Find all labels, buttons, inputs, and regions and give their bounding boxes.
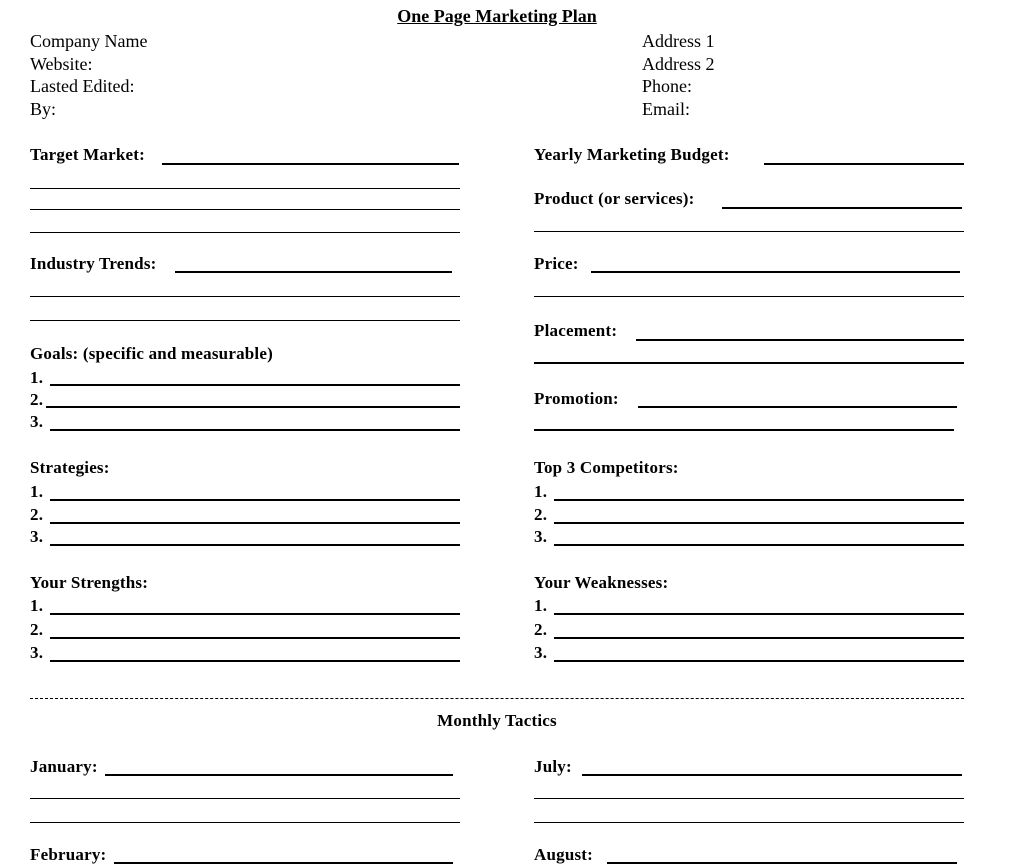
strategies-item-3: 3. [30,527,44,546]
strategies-item-1: 1. [30,482,44,501]
placement-line-2[interactable] [534,362,964,364]
weaknesses-item-3: 3. [534,643,548,662]
monthly-tactics-heading: Monthly Tactics [437,711,557,730]
price-line-2[interactable] [534,296,964,297]
competitors-line-3[interactable] [554,544,964,546]
promotion-label: Promotion: [534,389,619,408]
goals-item-1: 1. [30,368,44,387]
strategies-label: Strategies: [30,458,110,477]
goals-item-3: 3. [30,412,44,431]
target-market-line-4[interactable] [30,232,460,233]
by-label: By: [30,98,57,119]
strategies-line-1[interactable] [50,499,460,501]
competitors-label: Top 3 Competitors: [534,458,679,477]
competitors-line-1[interactable] [554,499,964,501]
january-line[interactable] [105,774,453,776]
target-market-line-2[interactable] [30,188,460,189]
placement-line[interactable] [636,339,964,341]
july-line-2[interactable] [534,798,964,799]
promotion-line-2[interactable] [534,429,954,431]
july-line-3[interactable] [534,822,964,823]
competitors-item-3: 3. [534,527,548,546]
phone-label: Phone: [642,76,693,96]
goals-line-3[interactable] [50,429,460,431]
email-label: Email: [642,98,690,119]
weaknesses-item-1: 1. [534,596,548,615]
january-label: January: [30,757,98,776]
website-label: Website: [30,53,93,74]
january-line-2[interactable] [30,798,460,799]
strengths-item-1: 1. [30,596,44,615]
strengths-line-3[interactable] [50,660,460,662]
strengths-line-2[interactable] [50,637,460,639]
january-line-3[interactable] [30,822,460,823]
promotion-line[interactable] [638,406,957,408]
address-2-label: Address 2 [642,53,715,74]
july-label: July: [534,757,572,776]
goals-line-2[interactable] [46,406,460,408]
competitors-line-2[interactable] [554,522,964,524]
strengths-item-3: 3. [30,643,44,662]
strengths-label: Your Strengths: [30,573,149,592]
goals-item-2: 2. [30,390,44,409]
industry-trends-line[interactable] [175,271,452,273]
budget-label: Yearly Marketing Budget: [534,145,730,164]
august-label: August: [534,845,594,864]
industry-trends-line-2[interactable] [30,296,460,297]
target-market-line[interactable] [162,163,459,165]
strengths-item-2: 2. [30,620,44,639]
february-line[interactable] [114,862,453,864]
weaknesses-label: Your Weaknesses: [534,573,669,592]
strategies-item-2: 2. [30,505,44,524]
product-line-2[interactable] [534,231,964,232]
target-market-line-3[interactable] [30,209,460,210]
competitors-item-2: 2. [534,505,548,524]
july-line[interactable] [582,774,962,776]
strategies-line-2[interactable] [50,522,460,524]
strategies-line-3[interactable] [50,544,460,546]
section-divider [30,698,964,699]
address-1-label: Address 1 [642,31,715,51]
competitors-item-1: 1. [534,482,548,501]
document-title: One Page Marketing Plan [397,6,597,26]
weaknesses-line-2[interactable] [554,637,964,639]
industry-trends-label: Industry Trends: [30,254,157,273]
industry-trends-line-3[interactable] [30,320,460,321]
august-line[interactable] [607,862,957,864]
weaknesses-line-3[interactable] [554,660,964,662]
header-left [30,30,147,120]
goals-label: Goals: (specific and measurable) [30,344,273,363]
placement-label: Placement: [534,321,618,340]
weaknesses-item-2: 2. [534,620,548,639]
price-label: Price: [534,254,579,273]
strengths-line-1[interactable] [50,613,460,615]
weaknesses-line-1[interactable] [554,613,964,615]
target-market-label: Target Market: [30,145,145,164]
product-label: Product (or services): [534,189,695,208]
last-edited-label: Lasted Edited: [30,76,135,96]
company-name-label: Company Name [30,31,148,51]
budget-line[interactable] [764,163,964,165]
header-right [642,30,715,120]
goals-line-1[interactable] [50,384,460,386]
price-line[interactable] [591,271,960,273]
product-line[interactable] [722,207,962,209]
february-label: February: [30,845,107,864]
